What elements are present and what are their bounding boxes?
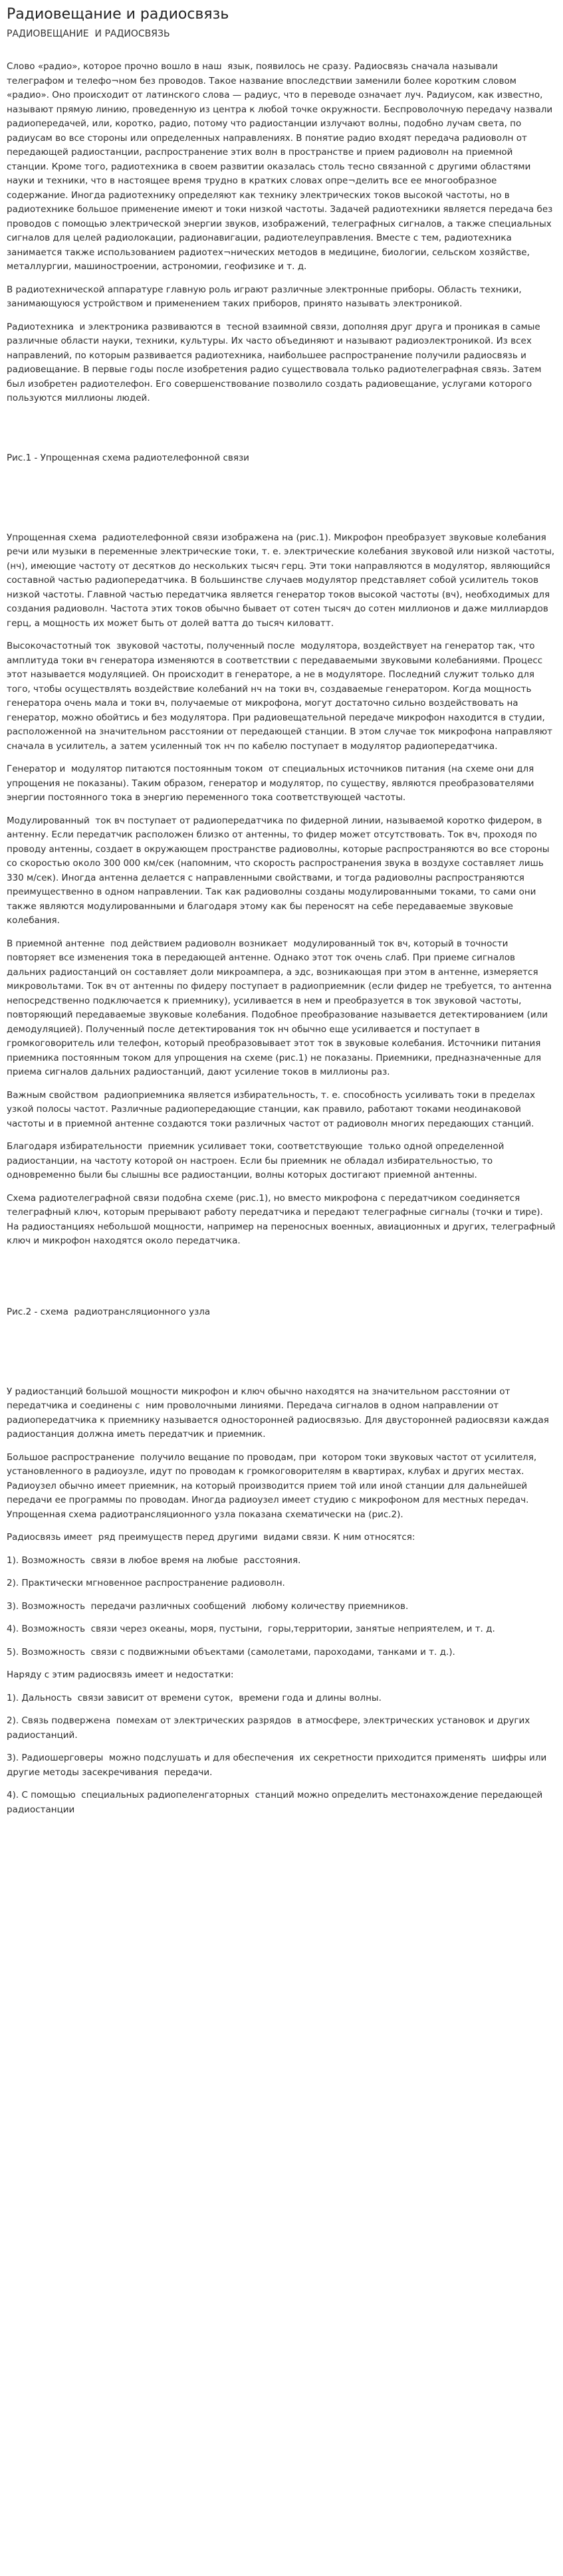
paragraph: Генератор и модулятор питаются постоянным током от специальных источников питания (на схеме они для упрощения не показаны). Таким образом, генератор и модулятор, по существу, являются преобразователями энергии постоянного тока в энергию переменного тока соответствующей частоты. bbox=[7, 764, 537, 803]
paragraph: Слово «радио», которое прочно вошло в наш язык, появилось не сразу. Радиосвязь сначала называли телеграфом и телефо¬ном без проводов. Такое название впоследствии заменили более коротким словом «радио». Оно происходит от латинского слова — радиус, что в переводе означает луч. Радиусом, как известно, называют прямую линию, проведенную из центра к любой точке окружности. Беспроволочную передачу назвали радиопередачей, или, коротко, радио, потому что радиостанции излучают волны, подобно лучам света, по радиусам во все стороны или определенных направлениях. В понятие радио входят передача радиоволн от передающей радиостанции, распространение этих волн в пространстве и прием радиоволн на приемной станции. Кроме того, радиотехника в своем развитии оказалась столь тесно связанной с другими областями науки и техники, что в настоящее время трудно в кратких словах опре¬делить все ее многообразное содержание. Иногда радиотехнику определяют как технику электрических токов высокой частоты, но в радиотехнике большое применение имеют и токи низкой частоты. Задачей радиотехники является передача без проводов с помощью электрической энергии звуков, изображений, телеграфных сигналов, а также специальных сигналов для целей радиолокации, радионавигации, радиотелеуправления. Вместе с тем, радиотехника занимается также использованием радиотех¬нических методов в медицине, биологии, сельском хозяйстве, металлургии, машиностроении, астрономии, геофизике и т. д. bbox=[7, 61, 556, 272]
spacer bbox=[7, 415, 556, 451]
paragraph: В радиотехнической аппаратуре главную роль играют различные электронные приборы. Область техники, занимающуюся устройством и применением таких приборов, принято называть электроникой. bbox=[7, 284, 524, 309]
figure-2-placeholder bbox=[7, 1319, 556, 1385]
advantage-item: 4). Возможность связи через океаны, моря, пустыни, горы,территории, занятые неприятелем, и т. д. bbox=[7, 1624, 495, 1634]
drawbacks-intro: Наряду с этим радиосвязь имеет и недостатки: bbox=[7, 1669, 234, 1680]
advantage-item: 5). Возможность связи с подвижными объектами (самолетами, пароходами, танками и т. д.). bbox=[7, 1646, 455, 1658]
figure-2-caption: Рис.2 - схема радиотрансляционного узла bbox=[7, 1306, 211, 1317]
page-title: Радиовещание и радиосвязь bbox=[7, 6, 229, 23]
figure-1-placeholder bbox=[7, 465, 556, 531]
paragraph: Высокочастотный ток звуковой частоты, полученный после модулятора, воздействует на генератор так, что амплитуда токи вч генератора изменяются в соответствии с передаваемыми звуковыми колебаниями. Процесс этот называется модуляцией. Он происходит в генераторе, а не в модуляторе. Последний служит только для того, чтобы осуществлять воздействие колебаний нч на токи вч, создаваемые генератором. Когда мощность генератора очень мала и токи вч, получаемые от микрофона, могут достаточно сильно воздействовать на генератор, можно обойтись и без модулятора. При радиовещательной передаче микрофон находится в студии, расположенной на значительном расстоянии от передающей станции. В этом случае ток микрофона направляют сначала в усилитель, а затем усиленный ток нч по кабелю поступает в модулятор радиопередатчика. bbox=[7, 641, 556, 752]
figure-1-caption: Рис.1 - Упрощенная схема радиотелефонной связи bbox=[7, 452, 249, 463]
paragraph: Радиосвязь имеет ряд преимуществ перед другими видами связи. К ним относятся: bbox=[7, 1532, 415, 1543]
paragraph: Большое распространение получило вещание по проводам, при котором токи звуковых частот от усилителя, установленного в радиоузле, идут по проводам к громкоговорителям в квартирах, клубах и других местах. Радиоузел обычно имеет приемник, на который производится прием той или иной станции для дальнейшей передачи ее программы по проводам. Иногда радиоузел имеет студию с микрофоном для местных передач. Упрощенная схема радиотрансляционного узла показана схематически на (рис.2). bbox=[7, 1451, 540, 1520]
paragraph: Упрощенная схема радиотелефонной связи изображена на (рис.1). Микрофон преобразует звуковые колебания речи или музыки в переменные электрические токи, т. е. электрические колебания звуковой или низкой частоты, (нч), имеющие частоту от десятков до нескольких тысяч герц. Эти токи направляются в модулятор, являющийся составной частью радиопередатчика. В большинстве случаев модулятор представляет собой усилитель токов низкой частоты. Главной частью передатчика является генератор токов высокой частоты (вч), необходимых для создания радиоволн. Частота этих токов обычно бывает от сотен тысяч до сотен миллионов и даже миллиардов герц, а мощность их может быть от долей ватта до тысяч киловатт. bbox=[7, 532, 558, 629]
page-subtitle: РАДИОВЕЩАНИЕ И РАДИОСВЯЗЬ bbox=[7, 29, 170, 39]
paragraph: Важным свойством радиоприемника является избирательность, т. е. способность усиливать токи в пределах узкой полосы частот. Различные радиопередающие станции, как правило, работают токами неодинаковой частоты и в приемной антенне создаются токи различных частот от радиоволн многих передающих станций. bbox=[7, 1089, 538, 1129]
drawback-item: 4). С помощью специальных радиопеленгаторных станций можно определить местонахождение передающей радиостанции bbox=[7, 1790, 546, 1815]
paragraph: У радиостанций большой мощности микрофон и ключ обычно находятся на значительном расстоянии от передатчика и соединены с ним проволочными линиями. Передача сигналов в одном направлении от радиопередатчика к приемнику называется односторонней радиосвязью. Для двусторонней радиосвязи каждая радиостанция должна иметь передатчик и приемник. bbox=[7, 1386, 552, 1440]
advantage-item: 3). Возможность передачи различных сообщений любому количеству приемников. bbox=[7, 1600, 409, 1612]
drawback-item: 2). Связь подвержена помехам от электрических разрядов в атмосфере, электрических установок и других радиостанций. bbox=[7, 1715, 533, 1741]
advantage-item: 1). Возможность связи в любое время на любые расстояния. bbox=[7, 1555, 301, 1566]
spacer bbox=[7, 1257, 556, 1305]
paragraph: Схема радиотелеграфной связи подобна схеме (рис.1), но вместо микрофона с передатчиком соединяется телеграфный ключ, которым прерывают работу передатчика и передают телеграфные сигналы (точки и тире). На радиостанциях небольшой мощности, например на переносных военных, авиационных и других, телеграфный ключ и микрофон находятся около передатчика. bbox=[7, 1192, 558, 1246]
paragraph: Модулированный ток вч поступает от радиопередатчика по фидерной линии, называемой коротко фидером, в антенну. Если передатчик расположен близко от антенны, то фидер может отсутствовать. Ток вч, проходя по проводу антенны, создает в окружающем пространстве радиоволны, которые распространяются во все стороны со скоростью около 300 000 км/сек (напомним, что скорость распространения звука в воздухе составляет лишь 330 м/сек). Иногда антенна делается с направленными свойствами, и тогда радиоволны распространяются преимущественно в одном направлении. Так как радиоволны созданы модулированными токами, то сами они также являются модулированными и благодаря этому как бы переносят на себе передаваемые звуковые колебания. bbox=[7, 815, 552, 926]
advantage-item: 2). Практически мгновенное распространение радиоволн. bbox=[7, 1578, 285, 1588]
paragraph: Радиотехника и электроника развиваются в тесной взаимной связи, дополняя друг друга и проникая в самые различные области науки, техники, культуры. Их часто объединяют и называют радиоэлектроникой. Из всех направлений, по которым развивается радиотехника, наибольшее распространение получили радиосвязь и радиовещание. В первые годы после изобретения радио существовала только радиотелеграфная связь. Затем был изобретен радиотелефон. Его совершенствование позволило создать радиовещание, услугами которого пользуются миллионы людей. bbox=[7, 321, 544, 403]
paragraph: Благодаря избирательности приемник усиливает токи, соответствующие только одной определенной радиостанции, на частоту которой он настроен. Если бы приемник не обладал избирательностью, то одновременно были бы слышны все радиостанции, волны которых достигают приемной антенны. bbox=[7, 1141, 507, 1180]
drawback-item: 3). Радиошерговеры можно подслушать и для обеспечения их секретности приходится применять шифры или другие методы засекречивания передачи. bbox=[7, 1753, 550, 1778]
paragraph: В приемной антенне под действием радиоволн возникает модулированный ток вч, который в точности повторяет все изменения тока в передающей антенне. Однако этот ток очень слаб. При приеме сигналов дальних радиостанций он составляет доли микроампера, а эдс, возникающая при этом в антенне, измеряется микровольтами. Ток вч от антенны по фидеру поступает в радиоприемник (если фидер не требуется, то антенна непосредственно подключается к приемнику), усиливается в нем и преобразуется в ток звуковой частоты, повторяющий передаваемые звуковые колебания. Подобное преобразование называется детектированием (или демодуляцией). Полученный после детектирования ток нч обычно еще усиливается и поступает в громкоговоритель или телефон, который преобразовывает этот ток в звуковые колебания. Источники питания приемника постоянным током для упрощения на схеме (рис.1) не показаны. Приемники, предназначенные для приема сигналов дальних радиостанций, дают усиление токов в миллионы раз. bbox=[7, 938, 555, 1077]
drawback-item: 1). Дальность связи зависит от времени суток, времени года и длины волны. bbox=[7, 1692, 382, 1703]
